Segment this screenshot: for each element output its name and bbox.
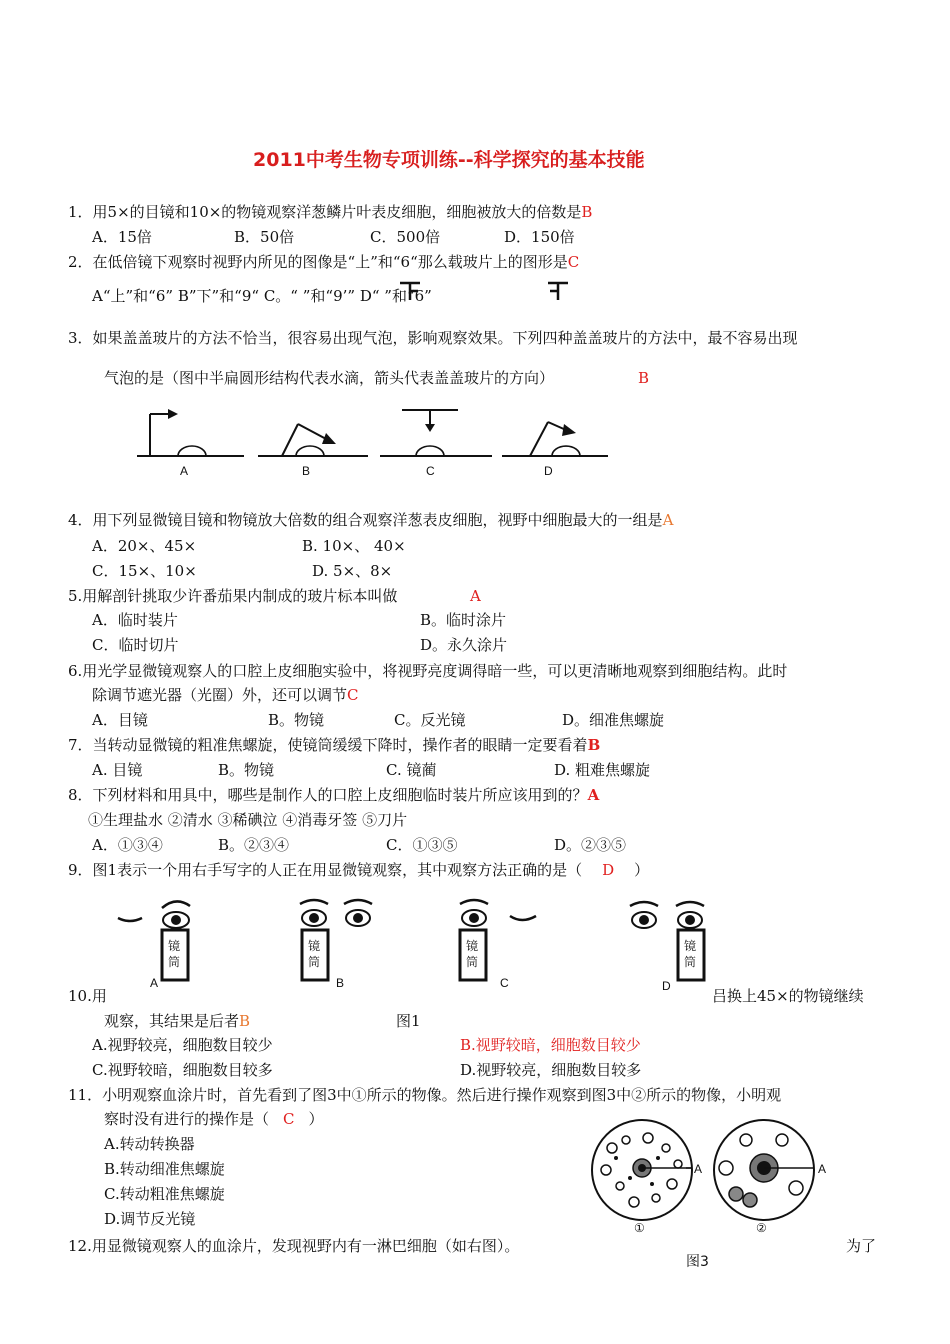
q2-options: A“上”和“6” B”下”和“9“ C。“ ”和“9’” D“ ”和“6” [92,287,432,305]
q1-option-d: D．150倍 [504,228,575,246]
svg-text:镜: 镜 [684,939,697,953]
view-label-2: ② [756,1221,767,1235]
q7-option-a: A. 目镜 [92,761,143,779]
q3-label-c: C [426,464,435,478]
q7-option-c: C. 镜蔺 [386,761,437,779]
q10-option-d: D.视野较亮，细胞数目较多 [460,1061,642,1079]
svg-text:筒: 筒 [168,955,181,969]
question-9-stem: 9．图1表示一个用右手写字的人正在用显微镜观察，其中观察方法正确的是（ D ） [68,861,650,879]
q10-option-b: B.视野较暗，细胞数目较少 [460,1036,641,1054]
q1-option-a: A．15倍 [92,228,152,246]
q10-option-a: A.视野较亮，细胞数目较少 [92,1036,273,1054]
inverted-shang-glyph-d [546,280,570,302]
q9-panel-c [460,900,536,990]
svg-text:筒: 筒 [308,955,321,969]
question-5-stem: 5.用解剖针挑取少许番茄果内制成的玻片标本叫做 [68,587,398,605]
question-6-stem-line1: 6.用光学显微镜观察人的口腔上皮细胞实验中，将视野亮度调得暗一些，可以更清晰地观察到细胞结构。此时 [68,662,788,680]
question-4-stem: 4．用下列显微镜目镜和物镜放大倍数的组合观察洋葱表皮细胞，视野中细胞最大的一组是A [68,511,674,529]
q11-option-d: D.调节反光镜 [104,1210,196,1228]
q3-answer: B [638,369,650,387]
q9-panel-d [630,902,704,993]
q8-option-a: A．①③④ [92,836,163,854]
svg-text:筒: 筒 [466,955,479,969]
q8-option-d: D。②③⑤ [554,836,627,854]
question-1-stem: 1．用5×的目镜和10×的物镜观察洋葱鳞片叶表皮细胞，细胞被放大的倍数是B [68,203,593,221]
q11-option-b: B.转动细准焦螺旋 [104,1160,225,1178]
q10-option-c: C.视野较暗，细胞数目较多 [92,1061,273,1079]
question-10-stem-pre: 10.用 [68,987,107,1005]
q9-panel-a [118,901,190,990]
q7-option-d: D. 粗难焦螺旋 [554,761,651,779]
q9-label-a: A [150,976,159,990]
question-6-stem-line2: 除调节遮光器（光圈）外，还可以调节C [92,686,359,704]
q9-label-d: D [662,979,671,993]
inverted-shang-glyph-c [398,280,422,302]
svg-text:镜: 镜 [168,939,181,953]
q4-option-a: A．20×、45× [92,537,197,555]
q6-option-b: B。物镜 [268,711,325,729]
q1-option-b: B．50倍 [234,228,295,246]
q1-option-c: C．500倍 [370,228,441,246]
q4-option-c: C．15×、10× [92,562,197,580]
q5-answer: A [470,587,481,605]
q3-label-d: D [544,464,553,478]
q8-option-c: C．①③⑤ [386,836,458,854]
page-title: 2011中考生物专项训练--科学探究的基本技能 [253,149,645,171]
smear-view-2 [714,1120,814,1220]
q3-label-a: A [180,464,189,478]
smear-view-1 [592,1120,692,1220]
question-8-stem: 8．下列材料和用具中，哪些是制作人的口腔上皮细胞临时装片所应该用到的？A [68,786,600,804]
q9-label-c: C [500,976,509,990]
q5-option-d: D。永久涂片 [420,636,508,654]
question-12-stem-right: 为了 [846,1237,877,1255]
q3-coverslip-figure [132,400,612,480]
view-label-1: ① [634,1221,645,1235]
q9-label-b: B [336,976,345,990]
q6-option-c: C。反光镜 [394,711,466,729]
question-11-stem-line1: 11．小明观察血涂片时，首先看到了图3中①所示的物像。然后进行操作观察到图3中②所示的物像，小明观 [68,1086,782,1104]
q9-panel-b [300,900,372,990]
svg-text:镜: 镜 [308,939,321,953]
question-12-stem: 12.用显微镜观察人的血涂片，发现视野内有一淋巴细胞（如右图）。 [68,1237,520,1255]
question-10-stem-line2: 观察，其结果是后者B [104,1012,251,1030]
q5-option-b: B。临时涂片 [420,611,507,629]
figure-3-caption: 图3 [686,1254,709,1270]
question-3-stem-line2: 气泡的是（图中半扁圆形结构代表水滴，箭头代表盖盖玻片的方向） [104,369,555,387]
question-2-stem: 2．在低倍镜下观察时视野内所见的图像是“上”和“6“那么载玻片上的图形是C [68,253,580,271]
q11-option-c: C.转动粗准焦螺旋 [104,1185,225,1203]
q7-option-b: B。物镜 [218,761,275,779]
q6-option-a: A．目镜 [92,711,148,729]
question-7-stem: 7．当转动显微镜的粗准焦螺旋，使镜筒缓缓下降时，操作者的眼睛一定要看着B [68,736,601,754]
figure-3-blood-smear [586,1118,846,1236]
svg-text:筒: 筒 [684,955,697,969]
q3-label-b: B [302,464,311,478]
figure-1-caption: 图1 [396,1012,421,1030]
q11-option-a: A.转动转换器 [104,1135,195,1153]
question-11-stem-line2: 察时没有进行的操作是（ C ） [104,1110,324,1128]
question-10-stem-right: 吕换上45×的物镜继续 [712,987,864,1005]
q4-option-d: D. 5×、8× [312,562,393,580]
q9-eyes-figure [110,890,730,994]
q8-materials: ①生理盐水 ②清水 ③稀碘泣 ④消毒牙签 ⑤刀片 [88,811,408,829]
question-3-stem-line1: 3．如果盖盖玻片的方法不恰当，很容易出现气泡，影响观察效果。下列四种盖盖玻片的方法中，最不容易出现 [68,329,798,347]
svg-text:镜: 镜 [466,939,479,953]
q5-option-c: C．临时切片 [92,636,179,654]
q6-option-d: D。细准焦螺旋 [562,711,665,729]
q5-option-a: A．临时装片 [92,611,178,629]
pointer-label-2: A [818,1162,827,1176]
q8-option-b: B。②③④ [218,836,290,854]
q4-option-b: B. 10×、 40× [302,537,406,555]
pointer-label-1: A [694,1162,703,1176]
